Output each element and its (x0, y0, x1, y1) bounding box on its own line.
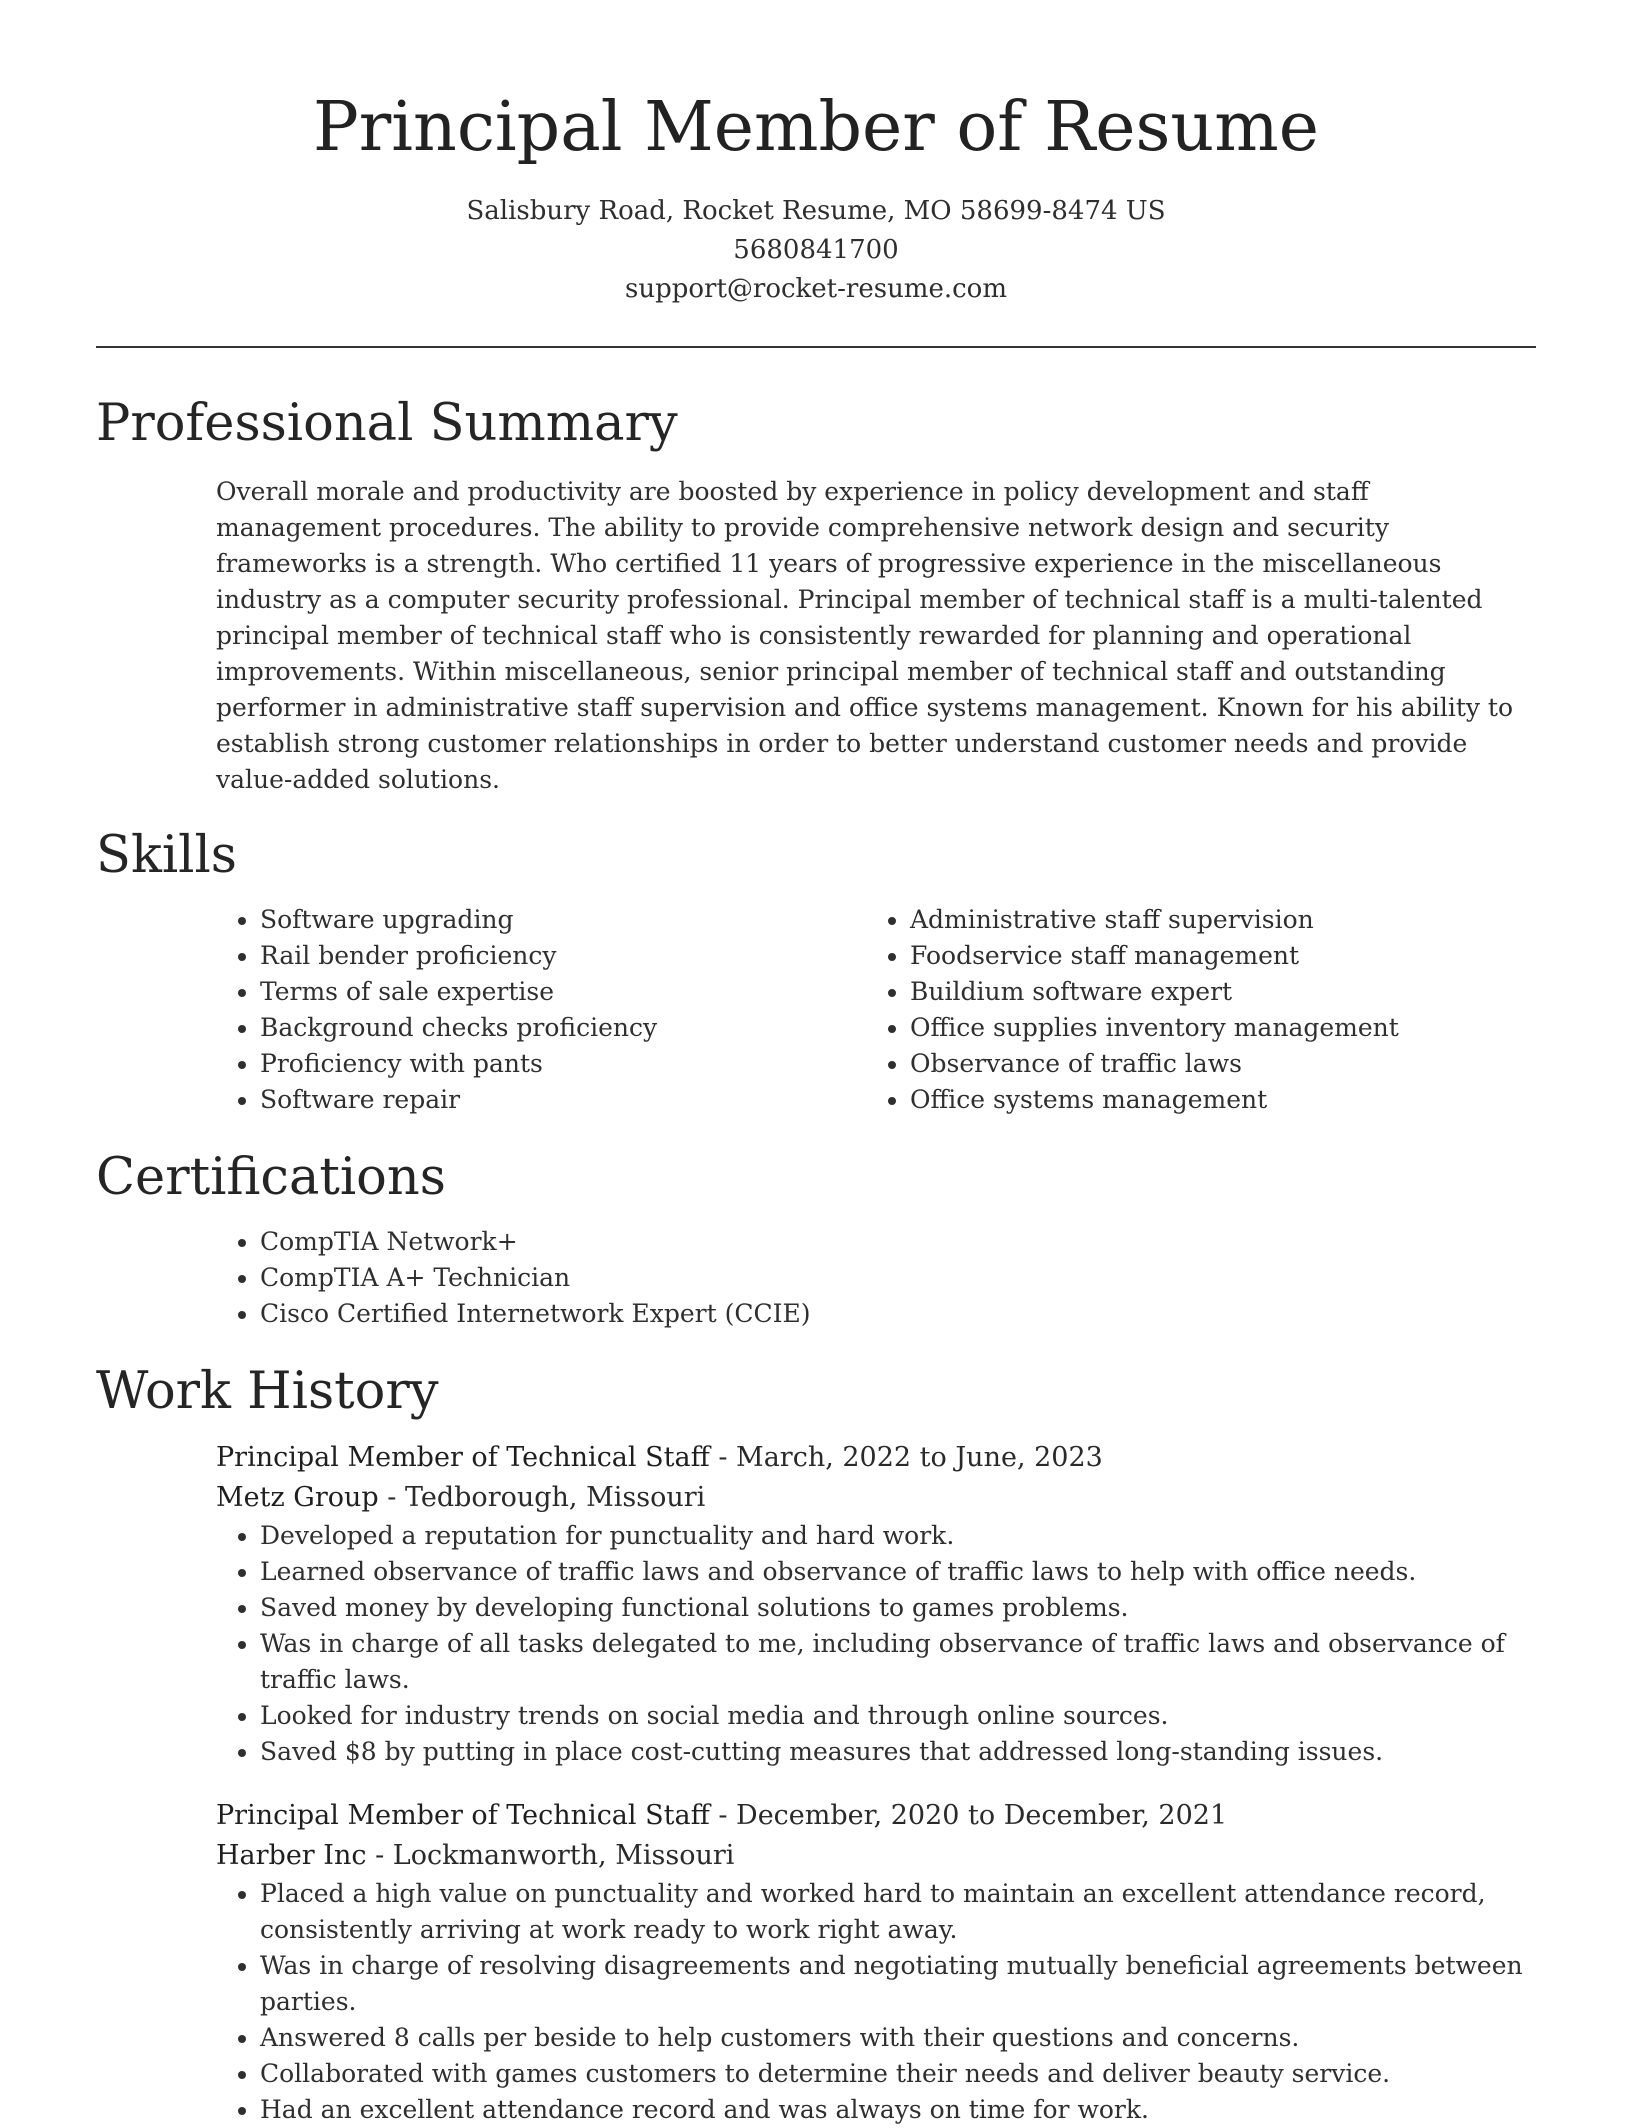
job-company-line (216, 1836, 1536, 1876)
job-duty: • Developed a reputation for punctuality and hard work. (260, 1518, 1536, 1554)
certification-item: • Cisco Certified Internetwork Expert (CCIE) (260, 1296, 1536, 1332)
certification-item: • CompTIA Network+ (260, 1224, 1536, 1260)
skill-item: • Office systems management (910, 1082, 1516, 1118)
skill-item: • Observance of traffic laws (910, 1046, 1516, 1082)
job-duties-list (216, 1876, 1536, 2128)
skill-item: • Office supplies inventory management (910, 1010, 1516, 1046)
skills-column-right (866, 902, 1516, 1118)
skills-grid (216, 902, 1536, 1118)
job-role: Principal Member of Technical Staff (216, 1442, 710, 1473)
job-dates: - December, 2020 to December, 2021 (709, 1800, 1228, 1831)
work-history-heading: Work History (96, 1362, 439, 1421)
certifications-heading: Certifications (96, 1148, 446, 1207)
job-duty: • Was in charge of resolving disagreements and negotiating mutually beneficial agreements between parties. (260, 1948, 1536, 2020)
skills-section (96, 822, 1536, 1118)
candidate-name: Principal Member of Resume (313, 88, 1319, 167)
certification-item: • CompTIA A+ Technician (260, 1260, 1536, 1296)
job-location: - Tedborough, Missouri (378, 1482, 706, 1513)
certifications-list (216, 1224, 1536, 1332)
job-duty: • Had an excellent attendance record and was always on time for work. (260, 2092, 1536, 2128)
work-history-section (96, 1358, 1536, 2128)
contact-phone: 5680841700 (733, 235, 899, 265)
skill-item: • Proficiency with pants (260, 1046, 866, 1082)
job-company: Metz Group (216, 1482, 379, 1513)
skill-item: • Software repair (260, 1082, 866, 1118)
resume-page (96, 0, 1536, 2128)
job-duty: • Saved money by developing functional solutions to games problems. (260, 1590, 1536, 1626)
skill-item: • Terms of sale expertise (260, 974, 866, 1010)
header-divider (96, 346, 1536, 348)
skills-column-left (216, 902, 866, 1118)
contact-block (96, 192, 1536, 309)
job-company-line (216, 1478, 1536, 1518)
job-company: Harber Inc (216, 1840, 367, 1871)
job-duty: • Placed a high value on punctuality and worked hard to maintain an excellent attendance record, consistently arriving at work ready to work right away. (260, 1876, 1536, 1948)
summary-heading: Professional Summary (96, 394, 678, 453)
skill-item: • Administrative staff supervision (910, 902, 1516, 938)
contact-address: Salisbury Road, Rocket Resume, MO 58699-8474 US (466, 196, 1166, 226)
job-duty: • Was in charge of all tasks delegated to me, including observance of traffic laws and observance of traffic laws. (260, 1626, 1536, 1698)
resume-header (96, 0, 1536, 309)
job-duty: • Saved $8 by putting in place cost-cutting measures that addressed long-standing issues. (260, 1734, 1536, 1770)
certifications-list-wrap (216, 1224, 1536, 1332)
job-duty: • Looked for industry trends on social media and through online sources. (260, 1698, 1536, 1734)
job-title-line (216, 1796, 1536, 1836)
job-duty: • Collaborated with games customers to determine their needs and deliver beauty service. (260, 2056, 1536, 2092)
job-duties-list (216, 1518, 1536, 1770)
job-entry (216, 1796, 1536, 2128)
summary-section (96, 390, 1536, 798)
skill-item: • Buildium software expert (910, 974, 1516, 1010)
skill-item: • Foodservice staff management (910, 938, 1516, 974)
summary-text: Overall morale and productivity are boosted by experience in policy development and staff management procedures. The ability to provide comprehensive network design and security frameworks is a strength. Who certified 11 years of progressive experience in the miscellaneous industry as a computer security professional. Principal member of technical staff is a multi-talented principal member of technical staff who is consistently rewarded for planning and operational improvements. Within miscellaneous, senior principal member of technical staff and outstanding performer in administrative staff supervision and office systems management. Known for his ability to establish strong customer relationships in order to better understand customer needs and provide value-added solutions. (216, 477, 1514, 794)
skills-list-right (866, 902, 1516, 1118)
certifications-section (96, 1144, 1536, 1332)
skills-heading: Skills (96, 826, 237, 885)
job-title-line (216, 1438, 1536, 1478)
skill-item: • Rail bender proficiency (260, 938, 866, 974)
job-location: - Lockmanworth, Missouri (366, 1840, 735, 1871)
skills-list-left (216, 902, 866, 1118)
job-entry (216, 1438, 1536, 1770)
job-duty: • Learned observance of traffic laws and observance of traffic laws to help with office needs. (260, 1554, 1536, 1590)
job-dates: - March, 2022 to June, 2023 (709, 1442, 1103, 1473)
job-duty: • Answered 8 calls per beside to help customers with their questions and concerns. (260, 2020, 1536, 2056)
contact-email: support@rocket-resume.com (624, 274, 1007, 304)
job-role: Principal Member of Technical Staff (216, 1800, 710, 1831)
skill-item: • Background checks proficiency (260, 1010, 866, 1046)
skill-item: • Software upgrading (260, 902, 866, 938)
